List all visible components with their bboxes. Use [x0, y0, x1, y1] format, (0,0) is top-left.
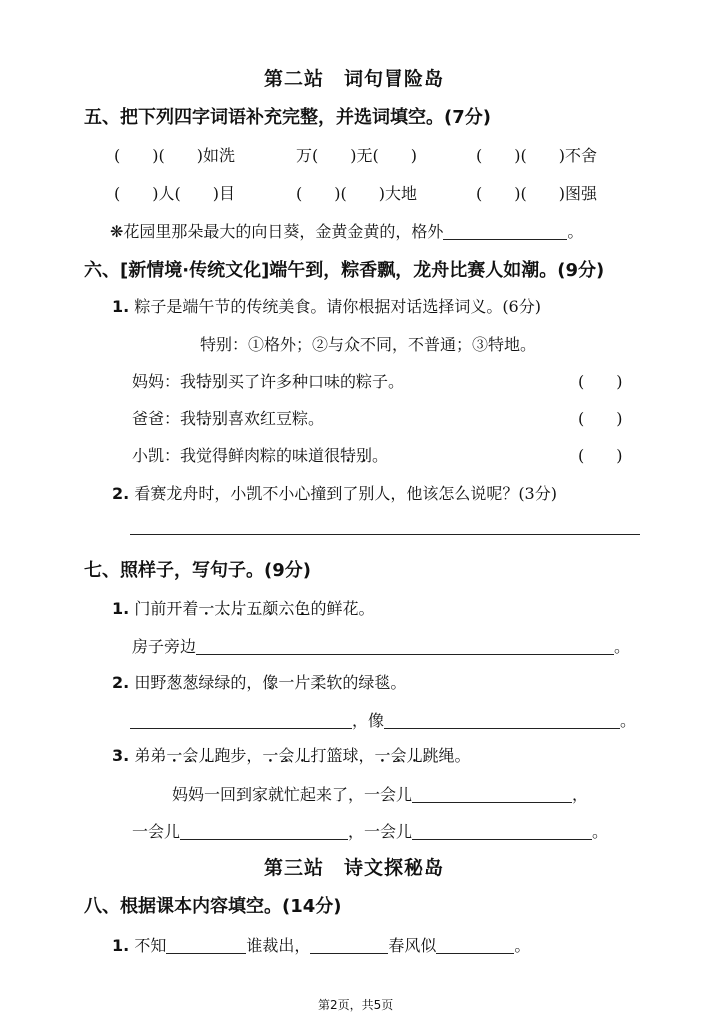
dialog-text: 小凯：我觉得鲜肉粽的味道很	[132, 446, 341, 465]
dialog-text: 喜欢红豆粽。	[228, 409, 325, 428]
dotted-char: 别	[356, 446, 373, 465]
q6-item-2	[112, 481, 557, 504]
poem-text: 春风似	[388, 936, 437, 955]
item-text: 弟弟	[134, 746, 167, 765]
end-mark: 。	[614, 637, 631, 656]
item-text: 的鲜花。	[310, 599, 375, 618]
dotted-char: 会	[390, 746, 407, 765]
dotted-char: 别	[212, 409, 229, 428]
item-number: 2.	[112, 673, 130, 692]
idiom-blank-1c: ( )( )不舍	[476, 146, 597, 165]
dialog-mom	[132, 369, 404, 392]
item-text: 粽子是端午节的传统美食。请你根据对话选择词义。(6分)	[134, 297, 541, 316]
idiom-blank-2b: ( )( )大地	[296, 184, 417, 203]
dotted-char: 片	[230, 599, 247, 618]
page-number: 第2页，共5页	[318, 998, 394, 1012]
station-title: 第三站 诗文探秘岛	[264, 857, 445, 879]
dialog-text: 妈妈：我	[132, 372, 197, 391]
item-text: 看赛龙舟时，小凯不小心撞到了别人，他该怎么说呢？(3分)	[134, 484, 557, 503]
fill-blank[interactable]	[436, 935, 514, 954]
item-number: 1.	[112, 297, 130, 316]
dotted-char: 特	[340, 446, 357, 465]
dialog-text: 。	[372, 446, 389, 465]
dotted-char: 颜	[262, 599, 279, 618]
idiom-blank-1a: ( )( )如洗	[114, 146, 235, 165]
fill-blank[interactable]	[310, 935, 388, 954]
item-text: 跳绳。	[422, 746, 471, 765]
fill-sentence-end: 。	[567, 222, 584, 241]
question-7-heading: 七、照样子，写句子。(9分)	[84, 560, 311, 581]
fill-blank[interactable]	[443, 221, 567, 240]
mid-text: ，像	[352, 711, 385, 730]
fill-blank[interactable]	[166, 935, 246, 954]
question-6-heading: 六、[新情境·传统文化]端午到，粽香飘，龙舟比赛人如潮。(9分)	[84, 260, 605, 281]
q7-item-3-answer-1	[172, 782, 588, 805]
q7-item-3-answer-2	[132, 819, 608, 842]
item-text: 跑步，	[214, 746, 263, 765]
answer-paren-1[interactable]: ( )	[578, 372, 623, 391]
dotted-char: 特	[196, 409, 213, 428]
dotted-char: 儿	[406, 746, 423, 765]
dotted-char: 特	[196, 372, 213, 391]
idiom-blank-1b: 万( )无( )	[296, 146, 417, 165]
dotted-char: 一	[262, 746, 279, 765]
end-mark: 。	[592, 822, 609, 841]
dotted-char: 一	[198, 599, 215, 618]
prompt-text: 一会儿	[132, 822, 181, 841]
item-number: 1.	[112, 936, 130, 955]
fill-sentence	[110, 219, 583, 242]
answer-line[interactable]	[130, 534, 640, 535]
item-text: 打篮球，	[310, 746, 375, 765]
q7-item-2-answer	[130, 708, 636, 731]
item-number: 3.	[112, 746, 130, 765]
dotted-char: 色	[294, 599, 311, 618]
end-mark: 。	[514, 936, 531, 955]
fill-sentence-text: ❋花园里那朵最大的向日葵，金黄金黄的，格外	[110, 222, 444, 241]
dotted-char: 会	[182, 746, 199, 765]
answer-paren-3[interactable]: ( )	[578, 446, 623, 465]
dialog-xiaokai	[132, 443, 388, 466]
answer-paren-2[interactable]: ( )	[578, 409, 623, 428]
item-text: 田野葱葱绿绿的，	[134, 673, 263, 692]
dotted-char: 别	[212, 372, 229, 391]
dotted-char: 像	[262, 673, 279, 692]
comma-mark: ，	[572, 785, 589, 804]
end-mark: 。	[620, 711, 637, 730]
q7-item-2	[112, 670, 406, 693]
poem-text: 不知	[134, 936, 167, 955]
poem-text: 谁裁出，	[246, 936, 311, 955]
question-5-heading: 五、把下列四字词语补充完整，并选词填空。(7分)	[84, 107, 491, 128]
idiom-blank-2c: ( )( )图强	[476, 184, 597, 203]
dotted-char: 六	[278, 599, 295, 618]
dialog-dad	[132, 406, 324, 429]
prompt-text: 妈妈一回到家就忙起来了，一会儿	[172, 785, 413, 804]
item-text: 一片柔软的绿毯。	[278, 673, 407, 692]
q7-item-3	[112, 743, 471, 766]
fill-blank[interactable]	[384, 710, 620, 729]
item-number: 1.	[112, 599, 130, 618]
fill-blank[interactable]	[180, 821, 348, 840]
dotted-char: 儿	[294, 746, 311, 765]
dotted-char: 五	[246, 599, 263, 618]
prompt-text: 房子旁边	[132, 637, 197, 656]
station-title: 第二站 词句冒险岛	[264, 68, 445, 90]
dotted-char: 一	[374, 746, 391, 765]
q7-item-1-answer	[132, 634, 630, 657]
fill-blank[interactable]	[196, 636, 614, 655]
item-text: 门前开着	[134, 599, 199, 618]
dotted-char: 会	[278, 746, 295, 765]
question-8-heading: 八、根据课本内容填空。(14分)	[84, 896, 342, 917]
prompt-text: ，一会儿	[348, 822, 413, 841]
idiom-blank-2a: ( )人( )目	[114, 184, 235, 203]
dialog-text: 买了许多种口味的粽子。	[228, 372, 405, 391]
dialog-text: 爸爸：我	[132, 409, 197, 428]
fill-blank[interactable]	[412, 821, 592, 840]
meaning-options: 特别：①格外；②与众不同，不普通；③特地。	[200, 335, 537, 354]
dotted-char: 一	[166, 746, 183, 765]
q6-item-1	[112, 294, 541, 317]
dotted-char: 儿	[198, 746, 215, 765]
dotted-char: 大	[214, 599, 231, 618]
fill-blank[interactable]	[412, 784, 572, 803]
fill-blank[interactable]	[130, 710, 352, 729]
q8-item-1	[112, 933, 530, 956]
q7-item-1	[112, 596, 374, 619]
item-number: 2.	[112, 484, 130, 503]
